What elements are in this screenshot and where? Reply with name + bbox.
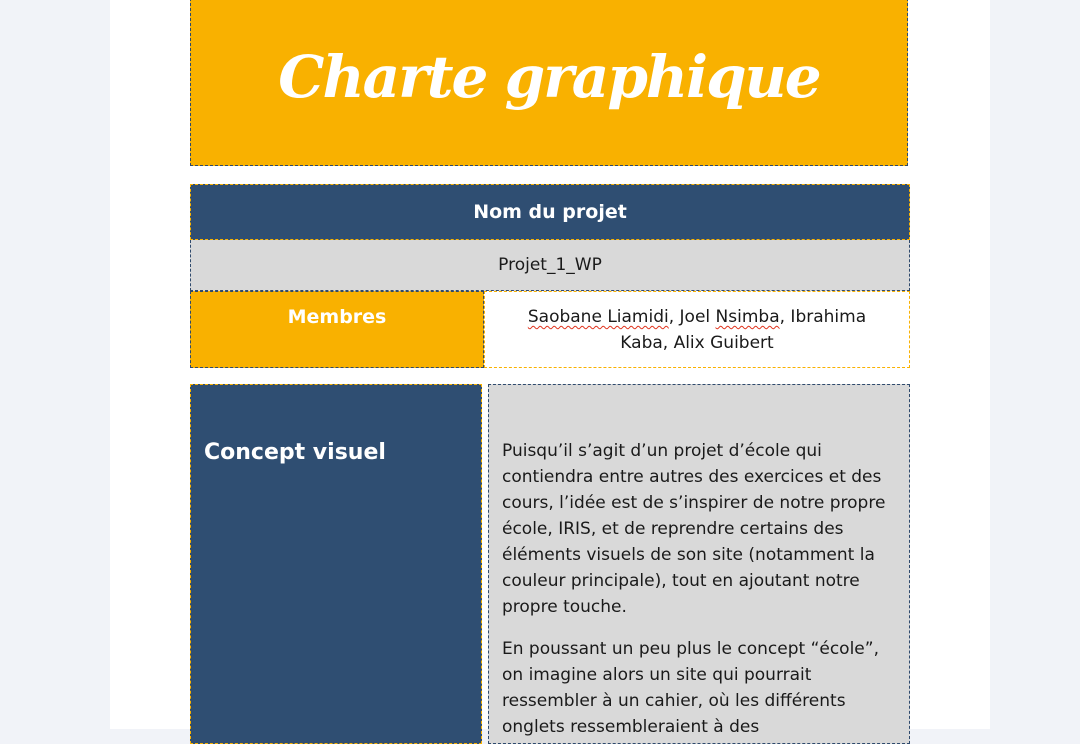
members-label: Membres — [287, 306, 387, 328]
members-rest: , Ibrahima Kaba, Alix Guibert — [620, 307, 867, 353]
member-name-misspelled-2: Nsimba — [715, 307, 780, 327]
concept-label: Concept visuel — [204, 440, 386, 465]
title-banner — [190, 0, 908, 166]
project-name-value: Projet_1_WP — [498, 255, 602, 275]
project-name-label: Nom du projet — [473, 201, 627, 223]
project-name-header — [190, 184, 910, 240]
members-cell — [484, 291, 910, 368]
members-separator: , Joel — [668, 307, 716, 327]
concept-paragraph-1: Puisqu’il s’agit d’un projet d’école qui contiendra entre autres des exercices et des cours, l’idée est de s’inspirer de notre propre école, IRIS, et de reprendre certains des éléments visuels de son site (notamment la couleur principale), tout en ajoutant notre propre touche. — [502, 441, 886, 617]
member-name-misspelled: Saobane Liamidi — [527, 307, 669, 327]
concept-header — [190, 384, 482, 744]
concept-cell — [488, 384, 910, 744]
members-header — [190, 291, 484, 368]
project-name-cell — [190, 240, 910, 291]
concept-paragraph-2: En poussant un peu plus le concept “école”, on imagine alors un site qui pourrait ressembler à un cahier, où les différents onglets ressembleraient à des — [502, 639, 879, 737]
page-title: Charte graphique — [278, 43, 820, 111]
